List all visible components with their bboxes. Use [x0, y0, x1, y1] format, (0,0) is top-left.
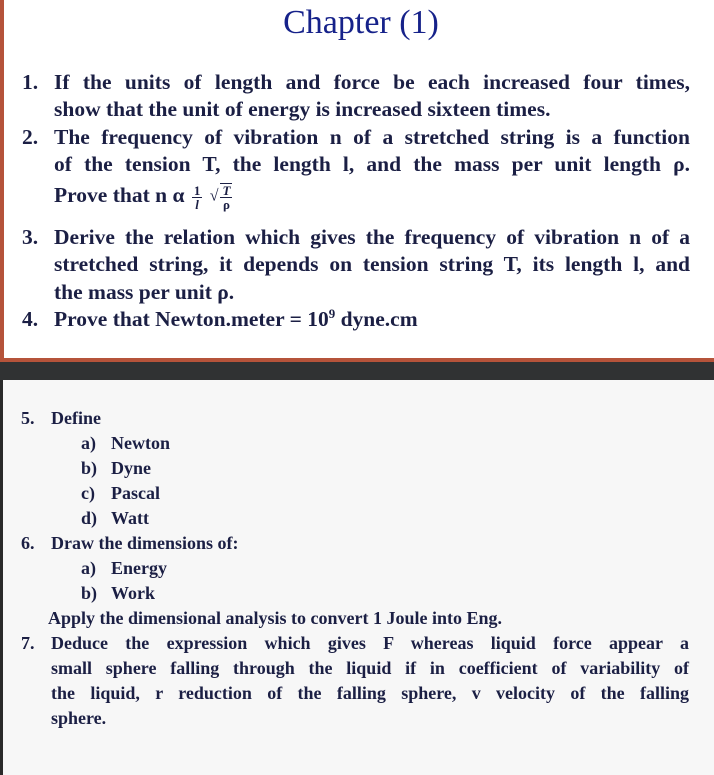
item-marker: b) — [81, 583, 98, 603]
radicand-numerator: T — [222, 183, 231, 199]
divider-accent — [0, 358, 714, 362]
question-line: of the tension T, the length l, and the mass per unit length ρ. — [54, 152, 690, 176]
item-text: Watt — [111, 508, 149, 528]
fraction-one-over-l — [192, 184, 203, 211]
square-root: √ $\frac{T}{\rho}$ — [209, 183, 231, 213]
top-page-panel — [0, 0, 714, 358]
question-number: 7. — [21, 633, 35, 653]
question-line: sphere. — [51, 708, 107, 728]
question-text: Prove that Newton.meter = 10 — [54, 307, 329, 332]
fraction-numerator: 1 — [193, 182, 201, 198]
question-line: stretched string, it depends on tension string T, its length l, and — [54, 252, 690, 276]
question-number: 4. — [22, 307, 39, 331]
item-marker: d) — [81, 508, 98, 528]
question-line: show that the unit of energy is increased sixteen times. — [54, 97, 551, 121]
exponent: 9 — [328, 307, 336, 321]
question-label: Draw the dimensions of: — [51, 533, 239, 553]
question-line: the mass per unit ρ. — [54, 280, 235, 304]
item-marker: b) — [81, 458, 98, 478]
item-marker: a) — [81, 558, 96, 578]
question-number: 3. — [22, 225, 39, 249]
question-number: 5. — [21, 408, 35, 428]
note-text: Apply the dimensional analysis to convert 1 Joule into Eng. — [48, 608, 503, 628]
question-line: The frequency of vibration n of a stretched string is a function — [54, 125, 690, 149]
proof-prefix: Prove that n α — [54, 183, 185, 207]
question-label: Define — [51, 408, 101, 428]
question-line: small sphere falling through the liquid if in coefficient of variability of — [51, 658, 689, 678]
proof-statement — [54, 183, 690, 211]
question-line: Deduce the expression which gives F whereas liquid force appear a — [51, 633, 689, 653]
question-number: 1. — [22, 70, 39, 94]
page-title: Chapter (1) — [283, 4, 439, 41]
radicand-denominator: ρ — [222, 197, 230, 213]
question-line: If the units of length and force be each increased four times, — [54, 70, 690, 94]
item-text: Energy — [111, 558, 167, 578]
question-line: Derive the relation which gives the frequency of vibration n of a — [54, 225, 690, 249]
item-text: Work — [111, 583, 156, 603]
question-line: the liquid, r reduction of the falling sphere, v velocity of the falling — [51, 683, 689, 703]
bottom-page-panel — [0, 380, 714, 775]
item-text: Pascal — [111, 483, 160, 503]
item-text: Newton — [111, 433, 170, 453]
page-divider — [0, 358, 714, 380]
fraction-denominator: l — [195, 196, 199, 212]
question-text: dyne.cm — [335, 307, 418, 332]
item-text: Dyne — [111, 458, 151, 478]
question-number: 6. — [21, 533, 35, 553]
radicand — [220, 183, 232, 211]
item-marker: a) — [81, 433, 96, 453]
item-marker: c) — [81, 483, 95, 503]
question-number: 2. — [22, 125, 39, 149]
question-line — [54, 307, 690, 332]
question-note — [48, 608, 502, 629]
